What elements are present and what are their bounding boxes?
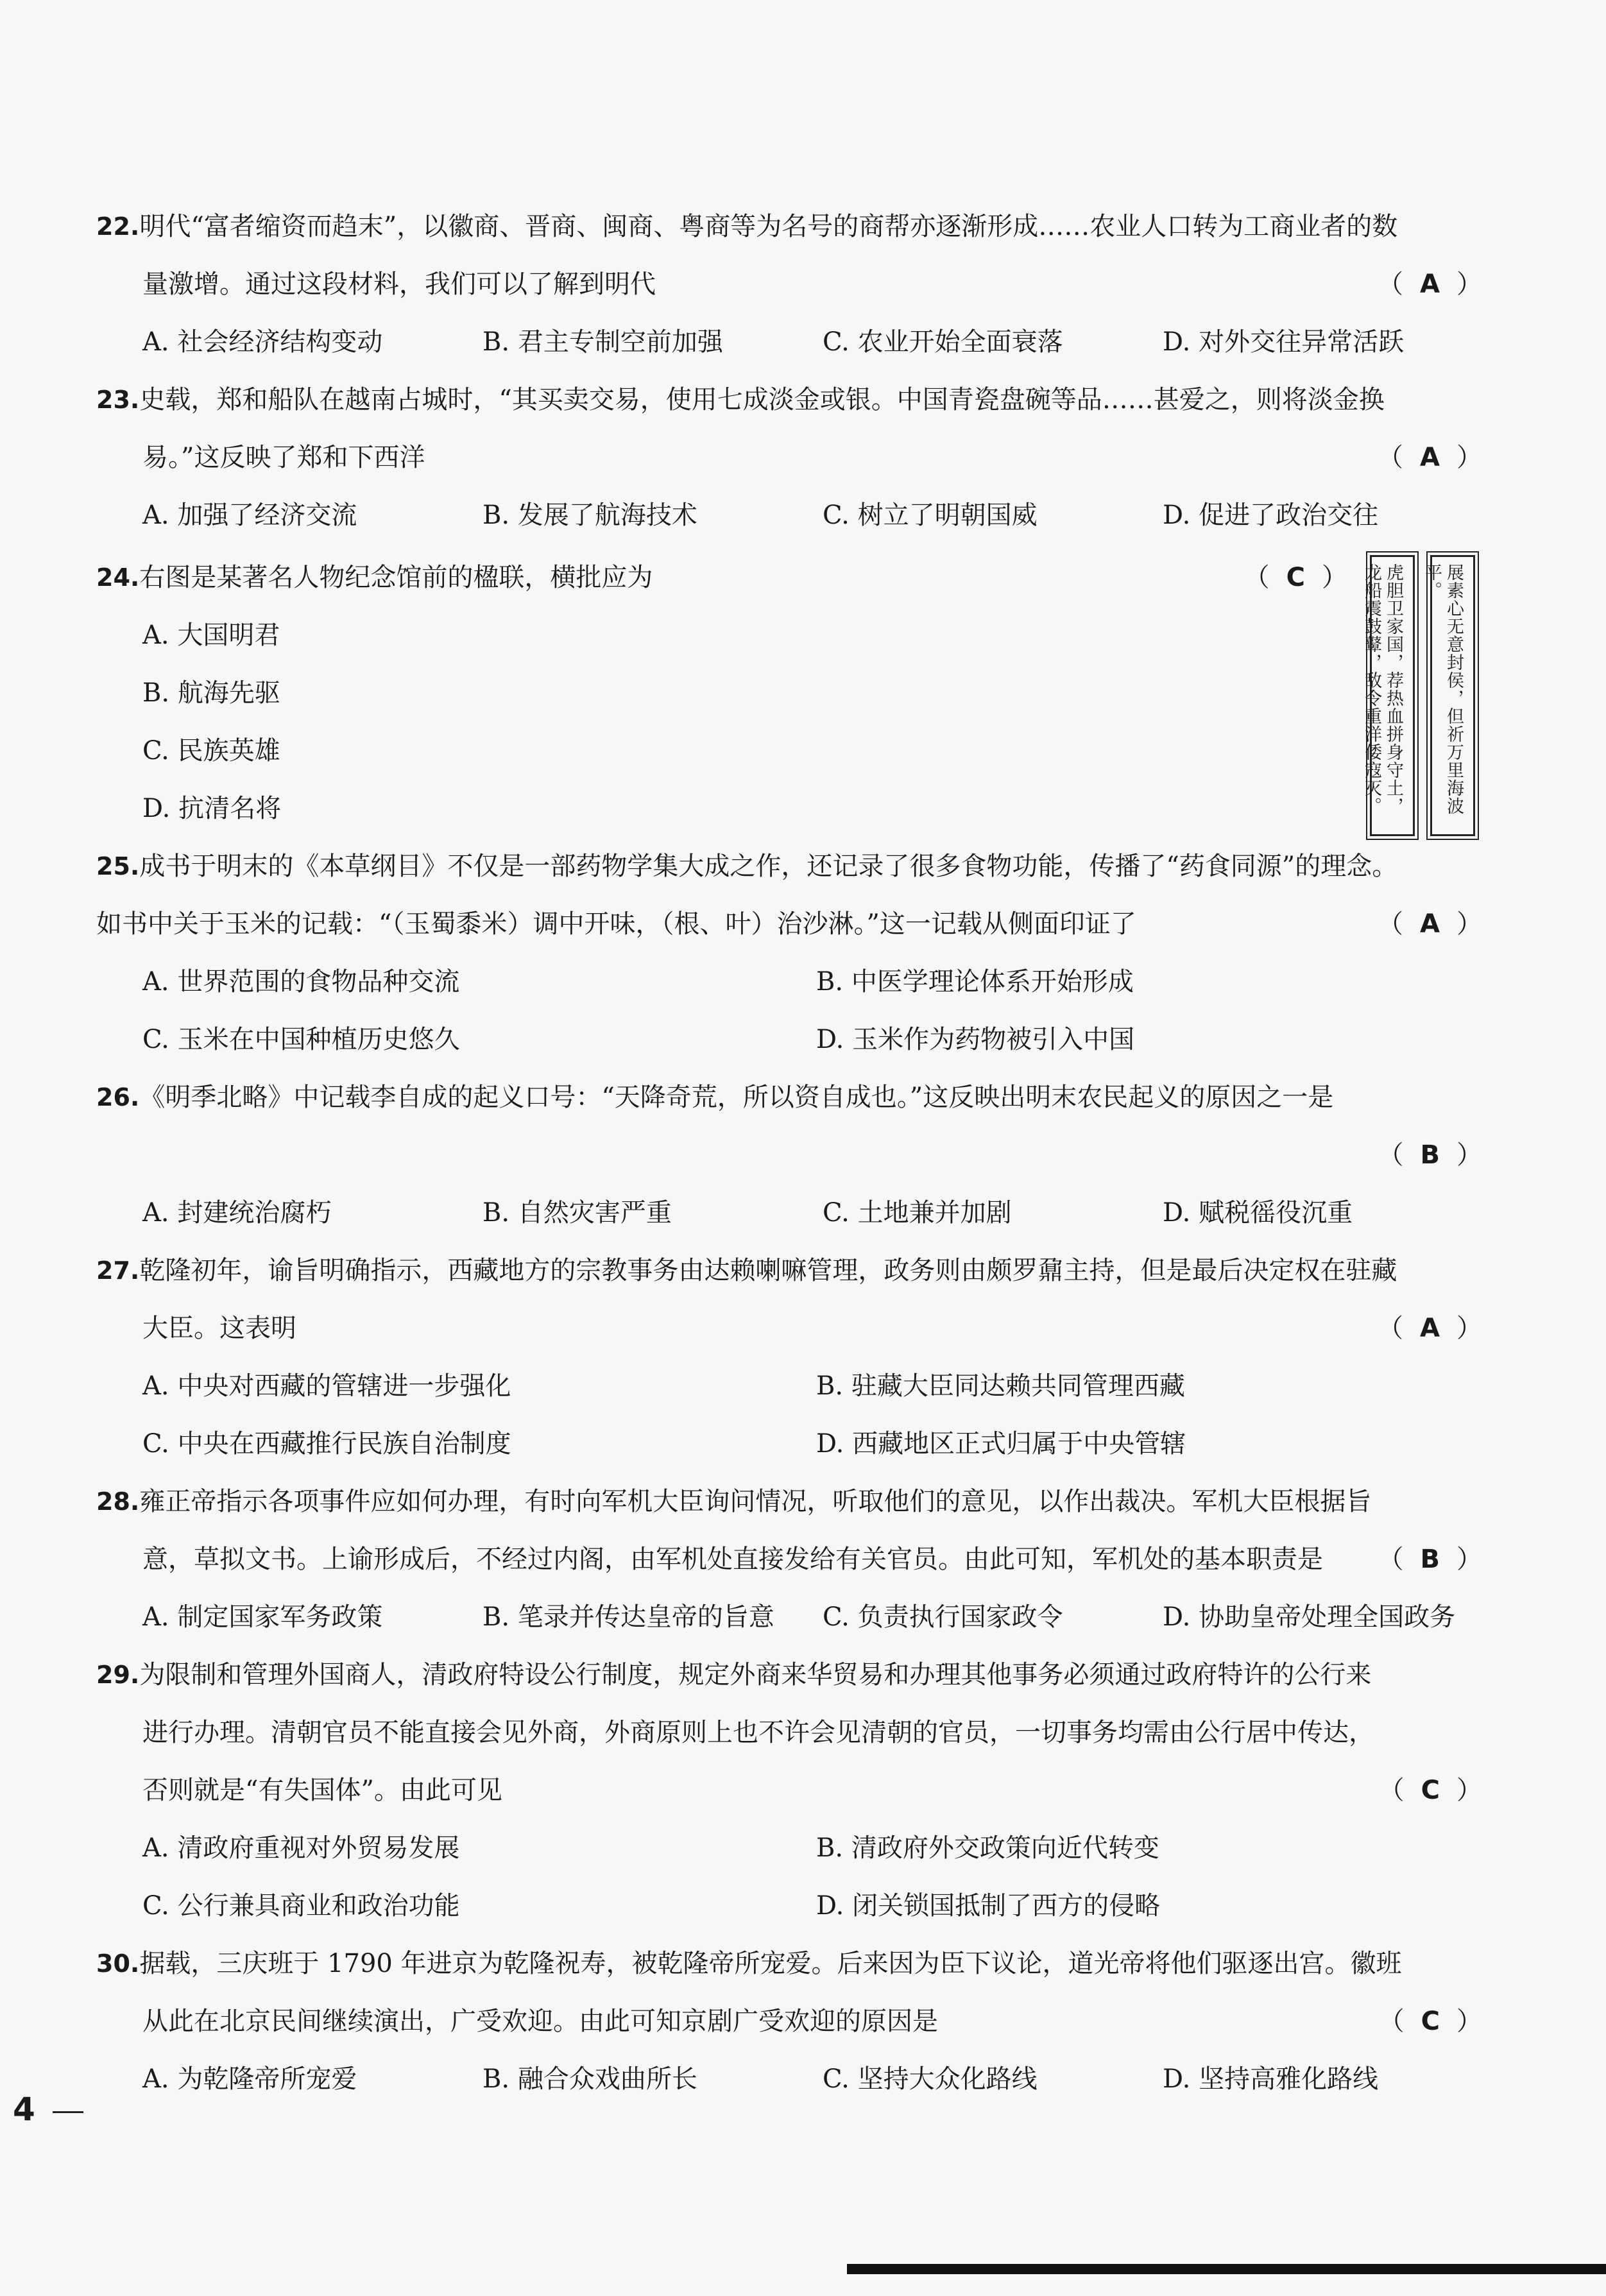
- question-stem-line: 如书中关于玉米的记载：“（玉蜀黍米）调中开味，（根、叶）治沙淋。”这一记载从侧面印证了 （ A ）: [96, 895, 1482, 953]
- answer-letter: B: [1420, 1140, 1440, 1170]
- option-d: D. 对外交往异常活跃: [1163, 327, 1405, 357]
- option-a: A. 为乾隆帝所宠爱: [142, 2064, 357, 2094]
- option-c: C. 玉米在中国种植历史悠久: [142, 1025, 460, 1054]
- question-26: [96, 1068, 1482, 1242]
- question-25: [96, 837, 1482, 1068]
- answer-box: （ B ）: [1378, 1530, 1483, 1588]
- question-22: [96, 198, 1482, 371]
- option-d: D. 西藏地区正式归属于中央管辖: [816, 1429, 1186, 1459]
- option-b: B. 融合众戏曲所长: [483, 2064, 697, 2094]
- option-d: D. 坚持高雅化路线: [1163, 2064, 1379, 2094]
- question-number: 28.: [96, 1487, 140, 1516]
- page-number-dash: [53, 2111, 83, 2113]
- answer-box: （ C ）: [1379, 1761, 1482, 1819]
- option-d: D. 抗清名将: [142, 794, 282, 823]
- couplet-image: [1362, 555, 1476, 836]
- options: [96, 1819, 1482, 1935]
- option-c: C. 坚持大众化路线: [823, 2064, 1038, 2094]
- question-number: 29.: [96, 1661, 140, 1689]
- question-stem-line: 27.乾隆初年，谕旨明确指示，西藏地方的宗教事务由达赖喇嘛管理，政务则由颇罗鼐主持，但是最后决定权在驻藏: [96, 1256, 1397, 1285]
- option-a: A. 制定国家军务政策: [142, 1602, 383, 1632]
- options: [96, 1588, 1482, 1646]
- options: [96, 486, 1482, 544]
- answer-letter: C: [1286, 563, 1305, 592]
- question-stem-line: 否则就是“有失国体”。由此可见 （ C ）: [96, 1761, 1482, 1819]
- answer-letter: C: [1421, 1776, 1440, 1805]
- option-b: B. 清政府外交政策向近代转变: [816, 1833, 1159, 1863]
- options: [96, 606, 1482, 837]
- option-c: C. 民族英雄: [142, 736, 280, 766]
- question-number: 25.: [96, 852, 140, 880]
- option-b: B. 君主专制空前加强: [483, 327, 723, 357]
- question-stem-line: 28.雍正帝指示各项事件应如何办理，有时向军机大臣询问情况，听取他们的意见，以作出裁决。军机大臣根据旨: [96, 1487, 1372, 1516]
- option-a: A. 加强了经济交流: [142, 501, 357, 530]
- question-number: 26.: [96, 1083, 140, 1111]
- question-29: [96, 1646, 1482, 1935]
- option-d: D. 协助皇帝处理全国政务: [1163, 1602, 1456, 1632]
- option-a: A. 清政府重视对外贸易发展: [142, 1833, 460, 1863]
- question-24: [96, 549, 1482, 837]
- options: [96, 1357, 1482, 1473]
- answer-box: （ B ）: [1378, 1126, 1483, 1184]
- option-b: B. 发展了航海技术: [483, 501, 697, 530]
- option-b: B. 笔录并传达皇帝的旨意: [483, 1602, 774, 1632]
- answer-letter: C: [1421, 2007, 1440, 2036]
- option-c: C. 中央在西藏推行民族自治制度: [142, 1429, 511, 1459]
- answer-letter: A: [1420, 270, 1440, 299]
- option-c: C. 农业开始全面衰落: [823, 327, 1063, 357]
- question-stem-line: 26.《明季北略》中记载李自成的起义口号：“天降奇荒，所以资自成也。”这反映出明末农民起义的原因之一是: [96, 1083, 1334, 1112]
- page-number: 4: [13, 2091, 35, 2128]
- option-b: B. 驻藏大臣同达赖共同管理西藏: [816, 1371, 1185, 1401]
- option-c: C. 负责执行国家政令: [823, 1602, 1063, 1632]
- question-27: [96, 1242, 1482, 1473]
- question-stem-line: 22.明代“富者缩资而趋末”，以徽商、晋商、闽商、粤商等为名号的商帮亦逐渐形成……农业人口转为工商业者的数: [96, 212, 1398, 241]
- option-b: B. 自然灾害严重: [483, 1198, 672, 1228]
- option-d: D. 闭关锁国抵制了西方的侵略: [816, 1891, 1161, 1921]
- question-stem-line: 意，草拟文书。上谕形成后，不经过内阁，由军机处直接发给有关官员。由此可知，军机处的基本职责是 （ B ）: [96, 1530, 1482, 1588]
- answer-box: （ C ）: [1244, 549, 1347, 606]
- answer-box: （ A ）: [1378, 895, 1482, 953]
- option-c: C. 公行兼具商业和政治功能: [142, 1891, 460, 1921]
- question-number: 22.: [96, 212, 140, 241]
- question-stem-line: 易。”这反映了郑和下西洋 （ A ）: [96, 429, 1482, 486]
- question-23: [96, 371, 1482, 544]
- answer-letter: B: [1420, 1545, 1440, 1574]
- options: [96, 313, 1482, 371]
- question-number: 23.: [96, 386, 140, 414]
- answer-letter: A: [1420, 1314, 1440, 1343]
- answer-letter: A: [1420, 443, 1440, 472]
- answer-line: [96, 1126, 1482, 1184]
- option-a: A. 社会经济结构变动: [142, 327, 383, 357]
- option-c: C. 树立了明朝国威: [823, 501, 1038, 530]
- option-b: B. 中医学理论体系开始形成: [816, 967, 1134, 997]
- option-a: A. 封建统治腐朽: [142, 1198, 332, 1228]
- option-d: D. 玉米作为药物被引入中国: [816, 1025, 1135, 1054]
- question-stem-line: 大臣。这表明 （ A ）: [96, 1299, 1482, 1357]
- question-stem-line: 量激增。通过这段材料，我们可以了解到明代 （ A ）: [96, 255, 1482, 313]
- answer-letter: A: [1420, 909, 1440, 939]
- options: [96, 1184, 1482, 1242]
- question-stem-line: 进行办理。清朝官员不能直接会见外商，外商原则上也不许会见清朝的官员，一切事务均需由公行居中传达，: [142, 1718, 1374, 1747]
- couplet-left-scroll: 虎胆卫家国，荐热血拼身守土，龙船震鼓鼙，敌令重洋倭寇灭。: [1370, 555, 1415, 836]
- question-stem-line: 29.为限制和管理外国商人，清政府特设公行制度，规定外商来华贸易和办理其他事务必须通过政府特许的公行来: [96, 1660, 1372, 1690]
- question-number: 27.: [96, 1256, 140, 1285]
- question-stem-line: 从此在北京民间继续演出，广受欢迎。由此可知京剧广受欢迎的原因是 （ C ）: [96, 1992, 1482, 2050]
- option-a: A. 中央对西藏的管辖进一步强化: [142, 1371, 511, 1401]
- option-b: B. 航海先驱: [142, 678, 280, 708]
- question-30: [96, 1935, 1482, 2108]
- options: [96, 953, 1482, 1068]
- question-number: 30.: [96, 1949, 140, 1978]
- question-stem-line: 25.成书于明末的《本草纲目》不仅是一部药物学集大成之作，还记录了很多食物功能，传播了“药食同源”的理念。: [96, 852, 1398, 881]
- option-c: C. 土地兼并加剧: [823, 1198, 1012, 1228]
- question-28: [96, 1473, 1482, 1646]
- question-stem-line: 30.据载，三庆班于 1790 年进京为乾隆祝寿，被乾隆帝所宠爱。后来因为臣下议论，道光帝将他们驱逐出宫。徽班: [96, 1949, 1402, 1978]
- question-number: 24.: [96, 563, 140, 592]
- options: [96, 2050, 1482, 2108]
- option-d: D. 促进了政治交往: [1163, 501, 1379, 530]
- answer-box: （ C ）: [1379, 1992, 1482, 2050]
- question-stem-line: 23.史载，郑和船队在越南占城时，“其买卖交易，使用七成淡金或银。中国青瓷盘碗等品……甚爱之，则将淡金换: [96, 385, 1385, 415]
- couplet-right-scroll: 展素心无意封侯，但祈万里海波平。: [1430, 555, 1475, 836]
- answer-box: （ A ）: [1378, 429, 1482, 486]
- option-a: A. 大国明君: [142, 621, 280, 650]
- answer-box: （ A ）: [1378, 255, 1482, 313]
- option-d: D. 赋税徭役沉重: [1163, 1198, 1353, 1228]
- bottom-scan-bar: [847, 2264, 1606, 2274]
- option-a: A. 世界范围的食物品种交流: [142, 967, 460, 997]
- answer-box: （ A ）: [1378, 1299, 1482, 1357]
- question-stem-line: 24.右图是某著名人物纪念馆前的楹联，横批应为 （ C ）: [96, 549, 1347, 606]
